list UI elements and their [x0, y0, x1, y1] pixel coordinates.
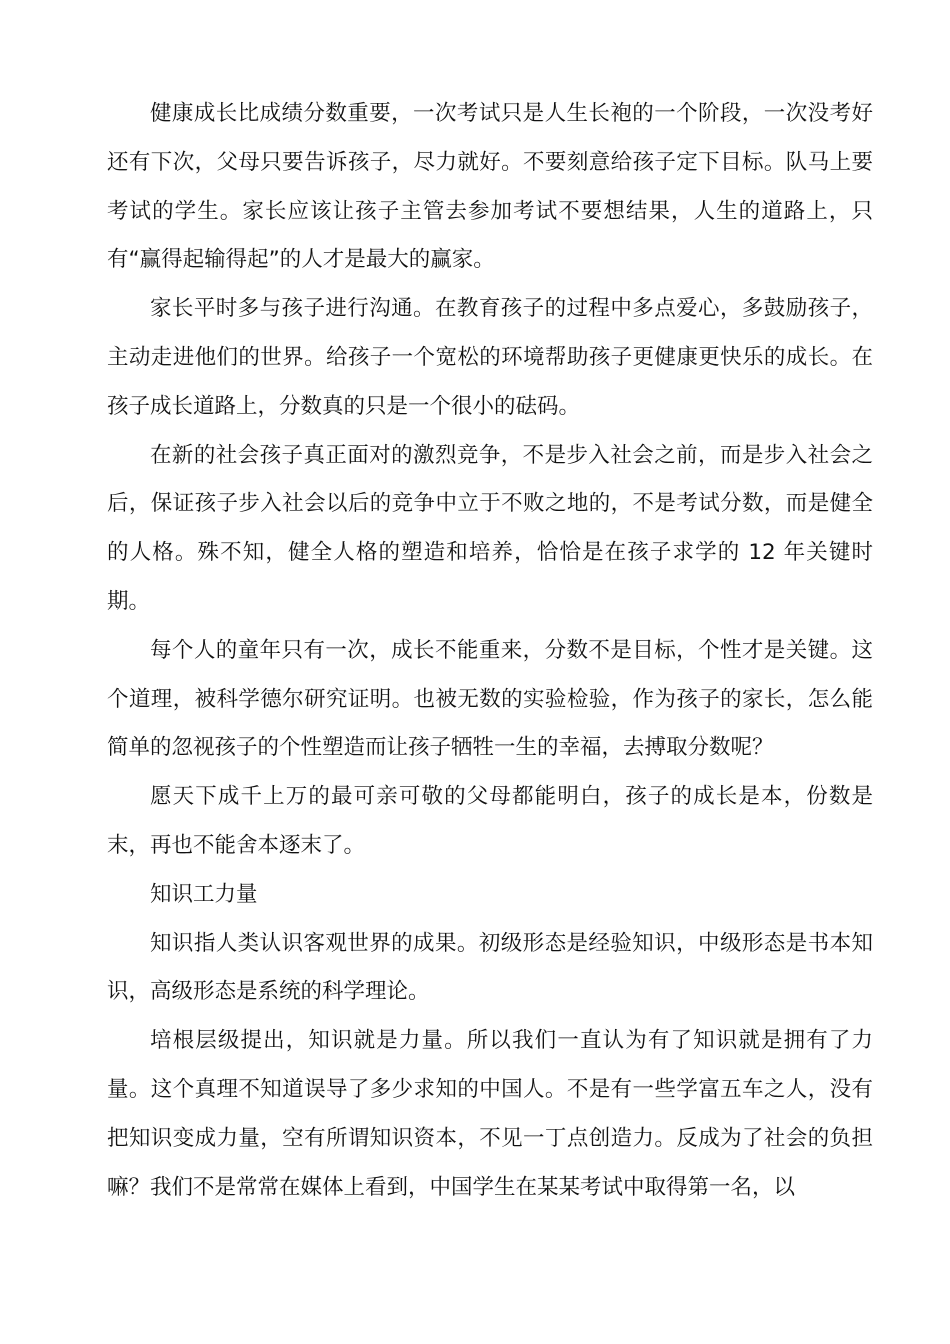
paragraph-5: 愿天下成千上万的最可亲可敬的父母都能明白，孩子的成长是本，份数是末，再也不能舍本逐末了。 [107, 784, 873, 858]
paragraph-2: 家长平时多与孩子进行沟通。在教育孩子的过程中多点爱心，多鼓励孩子，主动走进他们的世界。给孩子一个宽松的环境帮助孩子更健康更快乐的成长。在孩子成长道路上，分数真的只是一个很小的砝码。 [107, 296, 873, 419]
paragraph-4: 每个人的童年只有一次，成长不能重来，分数不是目标，个性才是关键。这个道理，被科学德尔研究证明。也被无数的实验检验，作为孩子的家长，怎么能简单的忽视孩子的个性塑造而让孩子牺牲一生的幸福，去搏取分数呢？ [107, 637, 873, 761]
paragraph-7: 培根层级提出，知识就是力量。所以我们一直认为有了知识就是拥有了力量。这个真理不知道误导了多少求知的中国人。不是有一些学富五车之人，没有把知识变成力量，空有所谓知识资本，不见一丁点创造力。反成为了社会的负担嘛？我们不是常常在媒体上看到，中国学生在某某考试中取得第一名，以 [107, 1028, 873, 1200]
paragraph-3: 在新的社会孩子真正面对的激烈竞争，不是步入社会之前，而是步入社会之后，保证孩子步入社会以后的竞争中立于不败之地的，不是考试分数，而是健全的人格。殊不知，健全人格的塑造和培养，恰恰是在孩子求学的 12 年关键时期。 [107, 442, 873, 614]
section-heading: 知识工力量 [150, 881, 258, 907]
document-body [107, 90, 873, 1212]
paragraph-6: 知识指人类认识客观世界的成果。初级形态是经验知识，中级形态是书本知识，高级形态是系统的科学理论。 [107, 930, 873, 1005]
paragraph-1: 健康成长比成绩分数重要，一次考试只是人生长袍的一个阶段，一次没考好还有下次，父母只要告诉孩子，尽力就好。不要刻意给孩子定下目标。队马上要考试的学生。家长应该让孩子主管去参加考试不要想结果，人生的道路上，只有“赢得起输得起”的人才是最大的赢家。 [107, 101, 873, 273]
